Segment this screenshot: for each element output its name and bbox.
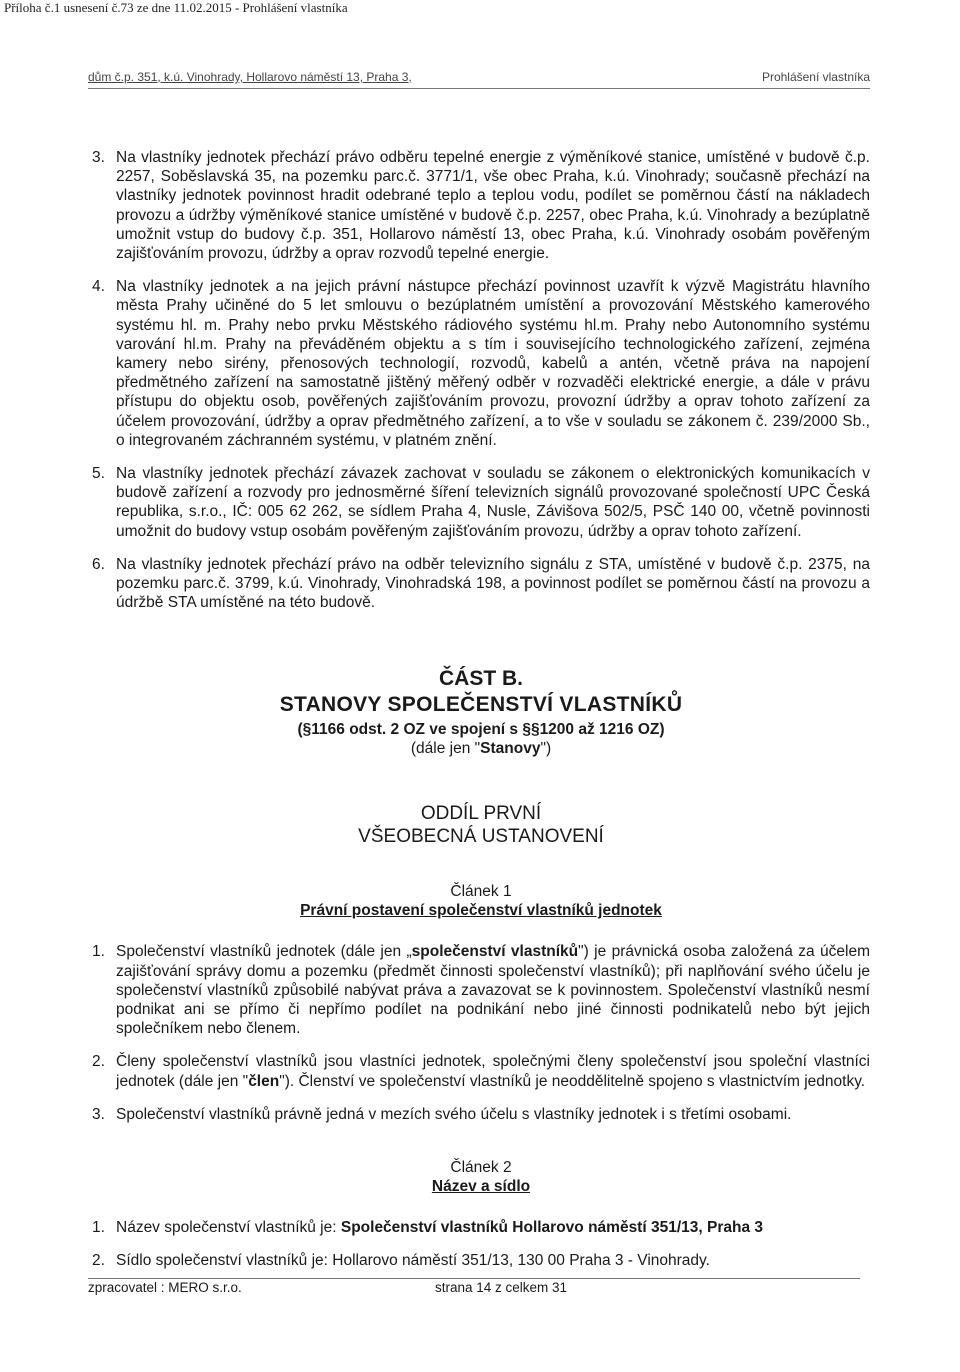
list-item (92, 464, 870, 541)
part-title: ČÁST B. (439, 667, 523, 691)
section-name: VŠEOBECNÁ USTANOVENÍ (358, 826, 604, 848)
header-rule (88, 88, 870, 89)
document-body (92, 148, 870, 1285)
footer-author: zpracovatel : MERO s.r.o. (88, 1280, 242, 1295)
item-text: Na vlastníky jednotek a na jejich právní nástupce přechází povinnost uzavřít k výzvě Magistrátu hlavního města Prahy učiněné do 5 let smlouvu o bezúplatném umístění a provozování Městského kamerového systému hl. m. Prahy nebo prvku Městského rádiového systému hl.m. Prahy nebo Autonomního systému varování hl.m. Prahy na převáděném objektu a s tím i souvisejícího technologického zařízení, zejména kamery nebo sirény, přenosových technologií, rozvodů, kabelů a antén, včetně práva na napojení předmětného zařízení na samostatně jištěný měřený odběr v rozvaděči elektrické energie, a dále v právu přístupu do objektu osob, pověřených zajišťováním provozu, provozní údržby a oprav tohoto zařízení za účelem provozování, údržby a oprav předmětného zařízení, a to vše v souladu se zákonem č. 239/2000 Sb., o integrovaném záchranném systému, v platném znění. (116, 278, 870, 449)
list-item (92, 148, 870, 263)
item-number: 5. (92, 465, 105, 483)
item-number: 4. (92, 278, 105, 296)
item-number: 3. (92, 149, 105, 166)
item-text-bold: společenství vlastníků (411, 943, 579, 961)
item-text-pre: Společenství vlastníků právně jedná v mezích svého účelu s vlastníky jednotek i s třetími osobami. (116, 1105, 792, 1123)
list-item (92, 555, 870, 613)
document-annotation: Příloha č.1 usnesení č.73 ze dne 11.02.2015 - Prohlášení vlastníka (4, 0, 348, 15)
article-label: Článek 2 (450, 1159, 512, 1177)
item-text-pre: Členy společenství vlastníků jsou vlastníci jednotek, společnými členy společenství jsou společní vlastníci jednotek (dále jen " (116, 1053, 870, 1090)
item-text-post: "). Členství ve společenství vlastníků je neoddělitelně spojeno s vlastnictvím jednotky. (279, 1072, 866, 1090)
header-address: dům č.p. 351, k.ú. Vinohrady, Hollarovo náměstí 13, Praha 3, (88, 70, 412, 84)
article-title: Název a sídlo (431, 1178, 531, 1196)
note-suffix: ") (540, 740, 552, 758)
list-item (92, 277, 870, 450)
note-prefix: (dále jen " (410, 740, 481, 758)
item-text: Na vlastníky jednotek přechází právo odběru tepelné energie z výměníkové stanice, umístěné v budově č.p. 2257, Soběslavská 35, na pozemku parc.č. 3771/1, vše obec Praha, k.ú. Vinohrady; současně přechází na vlastníky jednotek povinnost hradit odebrané teplo a teplou vodu, podílet se poměrnou částí na nákladech provozu a údržby výměníkové stanice umístěné v budově č.p. 2257, obec Praha, k.ú. Vinohrady a bezúplatně umožnit vstup do budovy č.p. 351, Hollarovo náměstí 13, obec Praha, k.ú. Vinohrady osobám pověřeným zajišťováním provozu, údržby a oprav rozvodů tepelné energie. (116, 149, 870, 263)
item-text-pre: Sídlo společenství vlastníků je: Hollarovo náměstí 351/13, 130 00 Praha 3 - Vinohrady. (116, 1252, 710, 1270)
list-item (92, 942, 870, 1038)
footer-rule (88, 1278, 860, 1279)
article-label: Článek 1 (450, 883, 512, 901)
footer-page-number: strana 14 z celkem 31 (435, 1280, 568, 1295)
section-number: ODDÍL PRVNÍ (420, 803, 542, 825)
item-text-bold: člen (248, 1072, 280, 1090)
article-title: Právní postavení společenství vlastníků jednotek (300, 902, 662, 920)
list-item (92, 1105, 870, 1124)
item-number: 1. (92, 1219, 105, 1237)
item-number: 1. (92, 943, 105, 961)
header-doc-title: Prohlášení vlastníka (761, 70, 870, 84)
item-text-pre: Název společenství vlastníků je: (116, 1219, 341, 1237)
section-heading (92, 802, 870, 848)
list-item (92, 1251, 870, 1270)
item-number: 6. (92, 555, 105, 573)
item-text-bold: Společenství vlastníků Hollarovo náměstí 351/13, Praha 3 (340, 1219, 763, 1237)
item-text: Na vlastníky jednotek přechází závazek zachovat v souladu se zákonem o elektronických komunikacích v budově zařízení a rozvody pro jednosměrné šíření televizních signálů provozované společností UPC Česká republika, s.r.o., IČ: 005 62 262, se sídlem Praha 4, Nusle, Závišova 502/5, PSČ 140 00, včetně povinnosti umožnit do budovy vstup osobám pověřeným zajišťováním provozu, údržby a oprav tohoto zařízení. (116, 465, 870, 540)
part-subtitle: STANOVY SPOLEČENSTVÍ VLASTNÍKŮ (279, 693, 683, 717)
item-text: Na vlastníky jednotek přechází právo na odběr televizního signálu z STA, umístěné v budově č.p. 2375, na pozemku parc.č. 3799, k.ú. Vinohrady, Vinohradská 198, a povinnost podílet se poměrnou částí na provozu a údržbě STA umístěné na této budově. (116, 555, 870, 612)
item-number: 2. (92, 1252, 105, 1270)
note-bold: Stanovy (480, 740, 541, 758)
definition-note (92, 739, 870, 758)
item-number: 3. (92, 1105, 105, 1123)
item-text-pre: Společenství vlastníků jednotek (dále jen „ (116, 943, 412, 961)
item-number: 2. (92, 1053, 105, 1071)
legal-reference: (§1166 odst. 2 OZ ve spojení s §§1200 až 1216 OZ) (297, 721, 665, 739)
list-item (92, 1052, 870, 1090)
list-item (92, 1218, 870, 1237)
item-text-post: ") je právnická osoba založená za účelem zajišťování správy domu a pozemku (předmět činnosti společenství vlastníků); při naplňování svého účelu je společenství vlastníků způsobilé nabývat práva a zavazovat se k povinnostem. Společenství vlastníků nesmí podnikat ani se přímo či nepřímo podílet na podnikání nebo jiné činnosti podnikatelů nebo být jejich společníkem nebo členem. (116, 943, 870, 1038)
